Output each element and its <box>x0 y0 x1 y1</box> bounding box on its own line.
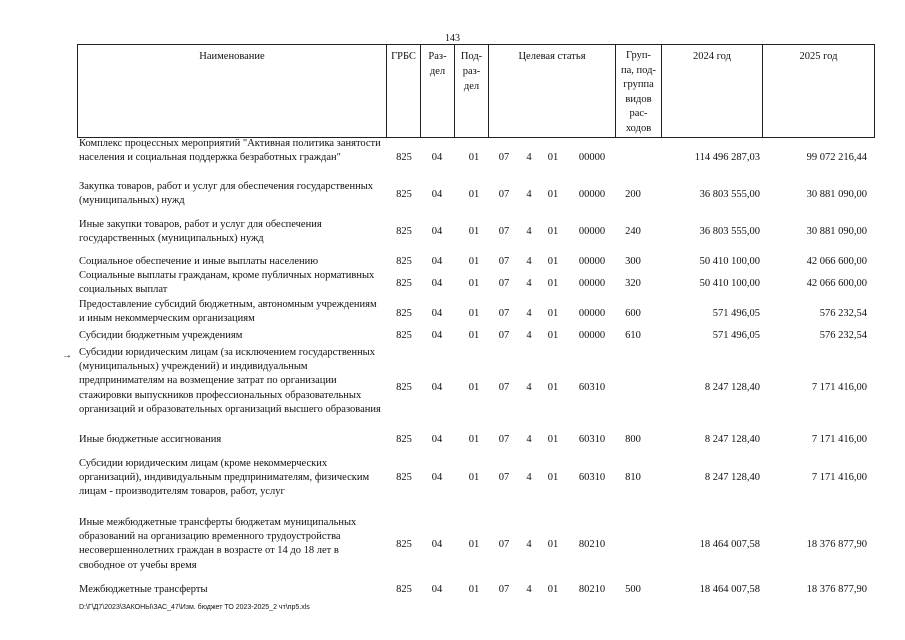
cell-cs-program: 07 <box>498 152 510 163</box>
row-name: Иные бюджетные ассигнования <box>79 434 222 445</box>
row-name: Субсидии бюджетным учреждениям <box>79 330 243 341</box>
cell-cs-element: 01 <box>547 382 559 393</box>
cell-cs-direction: 60310 <box>578 382 606 393</box>
cell-razdel: 04 <box>431 152 443 163</box>
cell-podrazdel: 01 <box>468 539 480 550</box>
cell-grbs: 825 <box>396 256 412 267</box>
footer-file-path: D:\Г\Д7\2023\ЗАКОНЫ\ЗАС_47\Изм. бюджет ТО 2023-2025_2 чт\пр5.xls <box>79 604 310 611</box>
cell-podrazdel: 01 <box>468 226 480 237</box>
cell-2024: 571 496,05 <box>712 330 760 341</box>
cell-cs-program: 07 <box>498 382 510 393</box>
cell-cs-type: 4 <box>526 152 532 163</box>
table-row <box>0 433 905 448</box>
margin-mark: → <box>62 350 72 361</box>
cell-grbs: 825 <box>396 434 412 445</box>
cell-cs-element: 01 <box>547 472 559 483</box>
cell-razdel: 04 <box>431 308 443 319</box>
row-name: Социальные выплаты гражданам, кроме публичных нормативных социальных выплат <box>79 270 375 296</box>
cell-2025: 42 066 600,00 <box>806 256 867 267</box>
cell-2025: 30 881 090,00 <box>806 189 867 200</box>
cell-cs-program: 07 <box>498 434 510 445</box>
cell-razdel: 04 <box>431 584 443 595</box>
table-row <box>0 346 905 432</box>
cell-cs-element: 01 <box>547 152 559 163</box>
cell-grbs: 825 <box>396 189 412 200</box>
cell-2024: 571 496,05 <box>712 308 760 319</box>
cell-podrazdel: 01 <box>468 256 480 267</box>
table-row <box>0 457 905 501</box>
cell-podrazdel: 01 <box>468 278 480 289</box>
cell-cs-direction: 00000 <box>578 308 606 319</box>
cell-vr: 240 <box>625 226 641 237</box>
cell-grbs: 825 <box>396 539 412 550</box>
table-row <box>0 329 905 344</box>
header-grbs: ГРБС <box>387 45 421 137</box>
cell-2025: 99 072 216,44 <box>806 152 867 163</box>
cell-cs-direction: 00000 <box>578 226 606 237</box>
cell-2024: 50 410 100,00 <box>699 256 760 267</box>
row-name: Иные закупки товаров, работ и услуг для обеспечения государственных (муниципальных) нужд <box>79 219 322 245</box>
header-name: Наименование <box>78 45 387 137</box>
cell-grbs: 825 <box>396 226 412 237</box>
cell-2025: 576 232,54 <box>819 308 867 319</box>
cell-cs-type: 4 <box>526 330 532 341</box>
cell-podrazdel: 01 <box>468 330 480 341</box>
cell-2024: 8 247 128,40 <box>704 472 760 483</box>
cell-cs-direction: 80210 <box>578 584 606 595</box>
table-row <box>0 269 905 299</box>
table-row <box>0 137 905 179</box>
cell-cs-type: 4 <box>526 584 532 595</box>
cell-cs-type: 4 <box>526 256 532 267</box>
header-podrazdel: Под- раз- дел <box>455 45 489 137</box>
cell-cs-direction: 00000 <box>578 278 606 289</box>
cell-cs-element: 01 <box>547 584 559 595</box>
cell-cs-direction: 60310 <box>578 434 606 445</box>
cell-2025: 18 376 877,90 <box>806 584 867 595</box>
cell-cs-element: 01 <box>547 434 559 445</box>
cell-cs-program: 07 <box>498 584 510 595</box>
cell-2024: 50 410 100,00 <box>699 278 760 289</box>
cell-cs-type: 4 <box>526 226 532 237</box>
cell-cs-element: 01 <box>547 539 559 550</box>
cell-2025: 30 881 090,00 <box>806 226 867 237</box>
cell-cs-type: 4 <box>526 189 532 200</box>
cell-vr: 800 <box>625 434 641 445</box>
cell-cs-program: 07 <box>498 539 510 550</box>
cell-razdel: 04 <box>431 256 443 267</box>
cell-cs-element: 01 <box>547 278 559 289</box>
cell-cs-program: 07 <box>498 278 510 289</box>
cell-cs-program: 07 <box>498 308 510 319</box>
cell-cs-type: 4 <box>526 434 532 445</box>
cell-2024: 8 247 128,40 <box>704 382 760 393</box>
cell-2025: 7 171 416,00 <box>811 382 867 393</box>
cell-grbs: 825 <box>396 330 412 341</box>
cell-podrazdel: 01 <box>468 434 480 445</box>
cell-cs-element: 01 <box>547 308 559 319</box>
cell-vr: 300 <box>625 256 641 267</box>
cell-grbs: 825 <box>396 278 412 289</box>
cell-cs-type: 4 <box>526 382 532 393</box>
cell-2024: 36 803 555,00 <box>699 226 760 237</box>
row-name: Субсидии юридическим лицам (за исключением государственных (муниципальных) учреждений) и индивидуальным предпринимателям на возмещение затрат по организации стажировки выпускников профессиональных образовательных организаций и образовательных организаций высшего образования <box>79 347 381 415</box>
table-row <box>0 583 905 598</box>
cell-vr: 320 <box>625 278 641 289</box>
cell-cs-element: 01 <box>547 226 559 237</box>
cell-cs-program: 07 <box>498 189 510 200</box>
cell-vr: 200 <box>625 189 641 200</box>
cell-cs-type: 4 <box>526 278 532 289</box>
cell-podrazdel: 01 <box>468 152 480 163</box>
cell-cs-direction: 00000 <box>578 152 606 163</box>
cell-2024: 18 464 007,58 <box>699 584 760 595</box>
cell-2025: 7 171 416,00 <box>811 434 867 445</box>
cell-podrazdel: 01 <box>468 308 480 319</box>
cell-cs-program: 07 <box>498 226 510 237</box>
cell-cs-element: 01 <box>547 330 559 341</box>
cell-grbs: 825 <box>396 584 412 595</box>
cell-2025: 7 171 416,00 <box>811 472 867 483</box>
cell-2024: 8 247 128,40 <box>704 434 760 445</box>
cell-cs-direction: 60310 <box>578 472 606 483</box>
cell-2024: 114 496 287,03 <box>694 152 760 163</box>
row-name: Предоставление субсидий бюджетным, автономным учреждениям и иным некоммерческим организациям <box>79 299 377 325</box>
table-row <box>0 255 905 270</box>
header-vr: Груп- па, под- группа видов рас- ходов <box>616 45 662 137</box>
cell-cs-direction: 00000 <box>578 330 606 341</box>
table-row <box>0 298 905 328</box>
cell-cs-program: 07 <box>498 330 510 341</box>
cell-2025: 18 376 877,90 <box>806 539 867 550</box>
cell-cs-direction: 00000 <box>578 189 606 200</box>
cell-razdel: 04 <box>431 330 443 341</box>
cell-cs-type: 4 <box>526 539 532 550</box>
cell-cs-type: 4 <box>526 472 532 483</box>
cell-razdel: 04 <box>431 539 443 550</box>
header-celevaya-statya: Целевая статья <box>489 45 616 137</box>
header-2024: 2024 год <box>662 45 763 137</box>
cell-vr: 600 <box>625 308 641 319</box>
cell-cs-direction: 80210 <box>578 539 606 550</box>
row-name: Социальное обеспечение и иные выплаты населению <box>79 256 319 267</box>
cell-2024: 36 803 555,00 <box>699 189 760 200</box>
cell-2024: 18 464 007,58 <box>699 539 760 550</box>
cell-podrazdel: 01 <box>468 584 480 595</box>
cell-grbs: 825 <box>396 382 412 393</box>
table-row <box>0 218 905 248</box>
cell-razdel: 04 <box>431 189 443 200</box>
cell-razdel: 04 <box>431 434 443 445</box>
cell-cs-element: 01 <box>547 189 559 200</box>
cell-cs-element: 01 <box>547 256 559 267</box>
cell-razdel: 04 <box>431 226 443 237</box>
cell-grbs: 825 <box>396 152 412 163</box>
table-row <box>0 516 905 574</box>
row-name: Межбюджетные трансферты <box>79 584 208 595</box>
cell-cs-direction: 00000 <box>578 256 606 267</box>
cell-razdel: 04 <box>431 382 443 393</box>
cell-cs-program: 07 <box>498 256 510 267</box>
cell-2025: 576 232,54 <box>819 330 867 341</box>
header-2025: 2025 год <box>799 51 838 62</box>
cell-razdel: 04 <box>431 278 443 289</box>
table-row <box>0 180 905 210</box>
cell-grbs: 825 <box>396 472 412 483</box>
row-name: Закупка товаров, работ и услуг для обеспечения государственных (муниципальных) нужд <box>79 181 374 207</box>
cell-vr: 500 <box>625 584 641 595</box>
row-name: Иные межбюджетные трансферты бюджетам муниципальных образований на организацию временного трудоустройства несовершеннолетних граждан в возрасте от 14 до 18 лет в свободное от учебы время <box>79 517 357 571</box>
cell-razdel: 04 <box>431 472 443 483</box>
row-name: Комплекс процессных мероприятий "Активная политика занятости населения и социальная поддержка безработных граждан" <box>79 138 381 164</box>
cell-cs-type: 4 <box>526 308 532 319</box>
cell-vr: 610 <box>625 330 641 341</box>
cell-2025: 42 066 600,00 <box>806 278 867 289</box>
cell-grbs: 825 <box>396 308 412 319</box>
header-razdel: Раз- дел <box>421 45 455 137</box>
cell-podrazdel: 01 <box>468 382 480 393</box>
cell-cs-program: 07 <box>498 472 510 483</box>
cell-vr: 810 <box>625 472 641 483</box>
cell-podrazdel: 01 <box>468 472 480 483</box>
cell-podrazdel: 01 <box>468 189 480 200</box>
page-number: 143 <box>445 33 460 44</box>
row-name: Субсидии юридическим лицам (кроме некоммерческих организаций), индивидуальным предпринимателям, физическим лицам - производителям товаров, работ, услуг <box>79 458 370 498</box>
